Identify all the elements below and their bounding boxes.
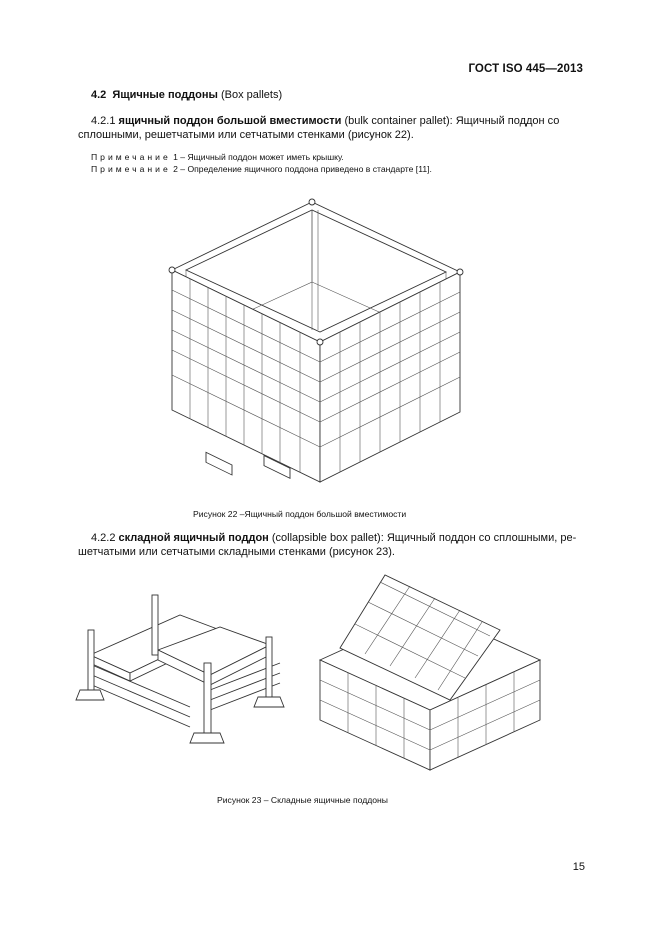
paragraph-4-2-2 [78,531,582,559]
document-header: ГОСТ ISO 445—2013 [468,63,583,75]
note-text: 1 – Ящичный поддон может иметь крышку. [170,152,344,162]
section-heading [91,89,282,101]
note-2 [91,164,432,174]
figure-22-caption: Рисунок 22 –Ящичный поддон большой вместимости [193,509,407,519]
note-1 [91,152,344,162]
figure-23-right-collapsible-lattice-pallet-drawing [310,570,550,775]
definition-text-2: сплошными, решетчатыми или сетчатыми стенками (рисунок 22). [78,129,414,141]
term-collapsible-box-pallet: складной ящичный поддон [118,532,269,544]
figure-23-caption: Рисунок 23 – Складные ящичные поддоны [217,795,388,805]
item-number: 4.2.2 [91,532,116,544]
note-label: Примечание [91,152,171,162]
figure-22-box-pallet-drawing [150,190,480,510]
page-number: 15 [572,861,585,873]
definition-text-1: (bulk container pallet): Ящичный поддон со [344,115,560,127]
paragraph-4-2-1 [78,114,582,142]
section-title: Ящичные поддоны [112,89,218,101]
term-bulk-container-pallet: ящичный поддон большой вместимости [118,115,342,127]
section-number: 4.2 [91,89,107,101]
note-text: 2 – Определение ящичного поддона приведено в стандарте [11]. [170,164,432,174]
figure-23-left-folded-post-pallet-drawing [70,585,300,750]
definition-text-1: (collapsible box pallet): Ящичный поддон со сплошными, ре- [271,532,577,544]
definition-text-2: шетчатыми или сетчатыми складными стенками (рисунок 23). [78,546,395,558]
item-number: 4.2.1 [91,115,116,127]
section-title-en: (Box pallets) [220,89,283,101]
note-label: Примечание [91,164,171,174]
